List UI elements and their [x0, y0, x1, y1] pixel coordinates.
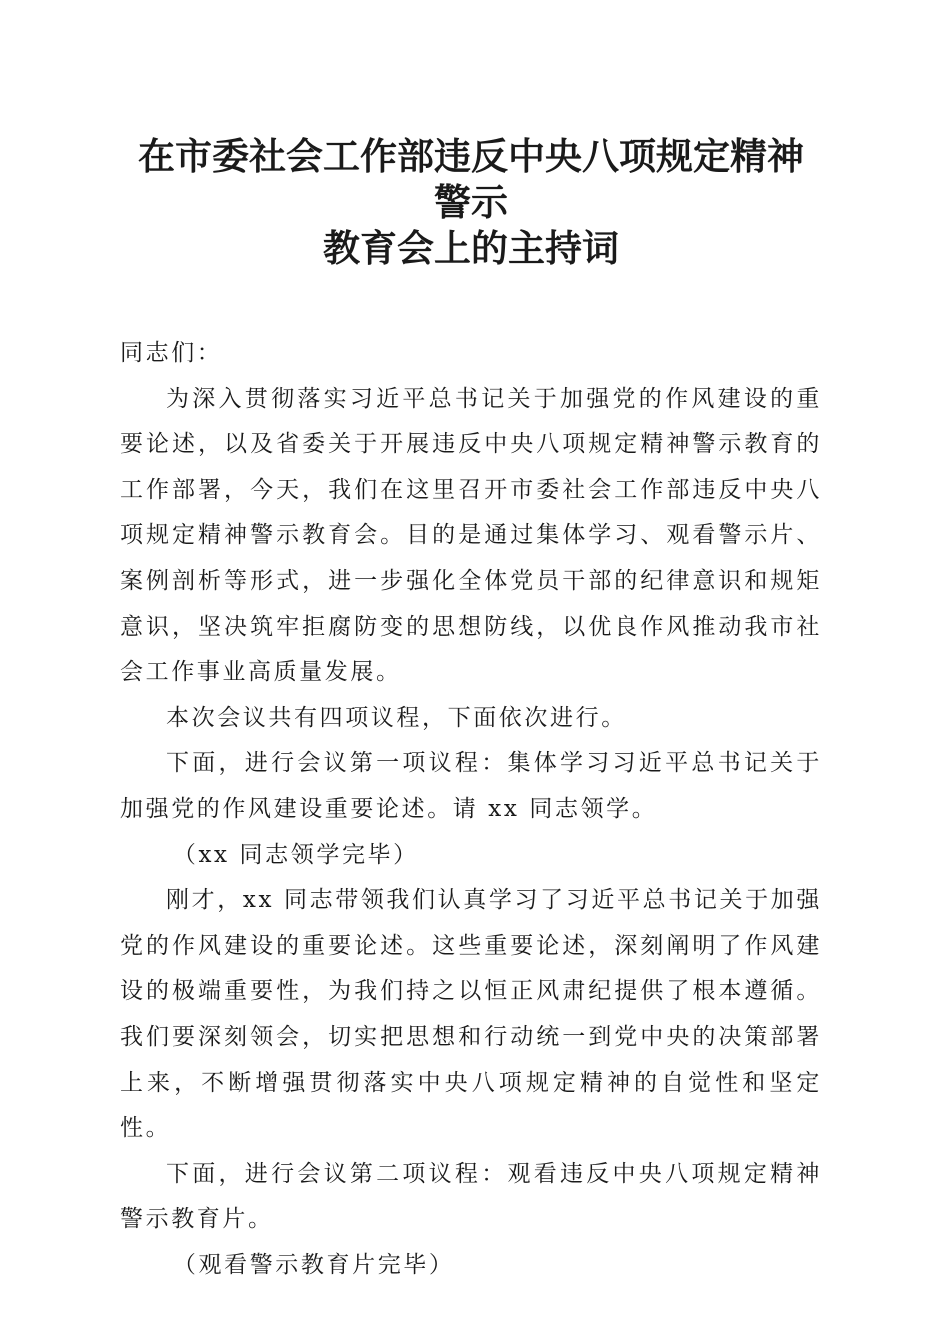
stage-note-1: （xx 同志领学完毕）: [172, 841, 419, 868]
title-line-1: 在市委社会工作部违反中央八项规定精神警示: [138, 134, 804, 224]
document-title: [120, 133, 822, 271]
paragraph-agenda-item-2: 下面，进行会议第二项议程：观看违反中央八项规定精神警示教育片。: [120, 1160, 822, 1233]
stage-note-2: （观看警示教育片完毕）: [172, 1251, 455, 1278]
paragraph-agenda-intro: 本次会议共有四项议程，下面依次进行。: [166, 704, 627, 731]
paragraph-agenda-item-1: 下面，进行会议第一项议程：集体学习习近平总书记关于加强党的作风建设重要论述。请 xx 同志领学。: [120, 750, 822, 822]
document-body: [120, 331, 822, 1288]
paragraph-summary-1: 刚才，xx 同志带领我们认真学习了习近平总书记关于加强党的作风建设的重要论述。这些重要论述，深刻阐明了作风建设的极端重要性，为我们持之以恒正风肃纪提供了根本遵循。我们要深刻领会，切实把思想和行动统一到党中央的决策部署上来，不断增强贯彻落实中央八项规定精神的自觉性和坚定性。: [120, 887, 822, 1142]
paragraph-purpose: 为深入贯彻落实习近平总书记关于加强党的作风建设的重要论述，以及省委关于开展违反中央八项规定精神警示教育的工作部署，今天，我们在这里召开市委社会工作部违反中央八项规定精神警示教育会。目的是通过集体学习、观看警示片、案例剖析等形式，进一步强化全体党员干部的纪律意识和规矩意识，坚决筑牢拒腐防变的思想防线，以优良作风推动我市社会工作事业高质量发展。: [120, 385, 822, 686]
salutation: 同志们：: [120, 340, 223, 366]
title-line-2: 教育会上的主持词: [323, 226, 619, 270]
